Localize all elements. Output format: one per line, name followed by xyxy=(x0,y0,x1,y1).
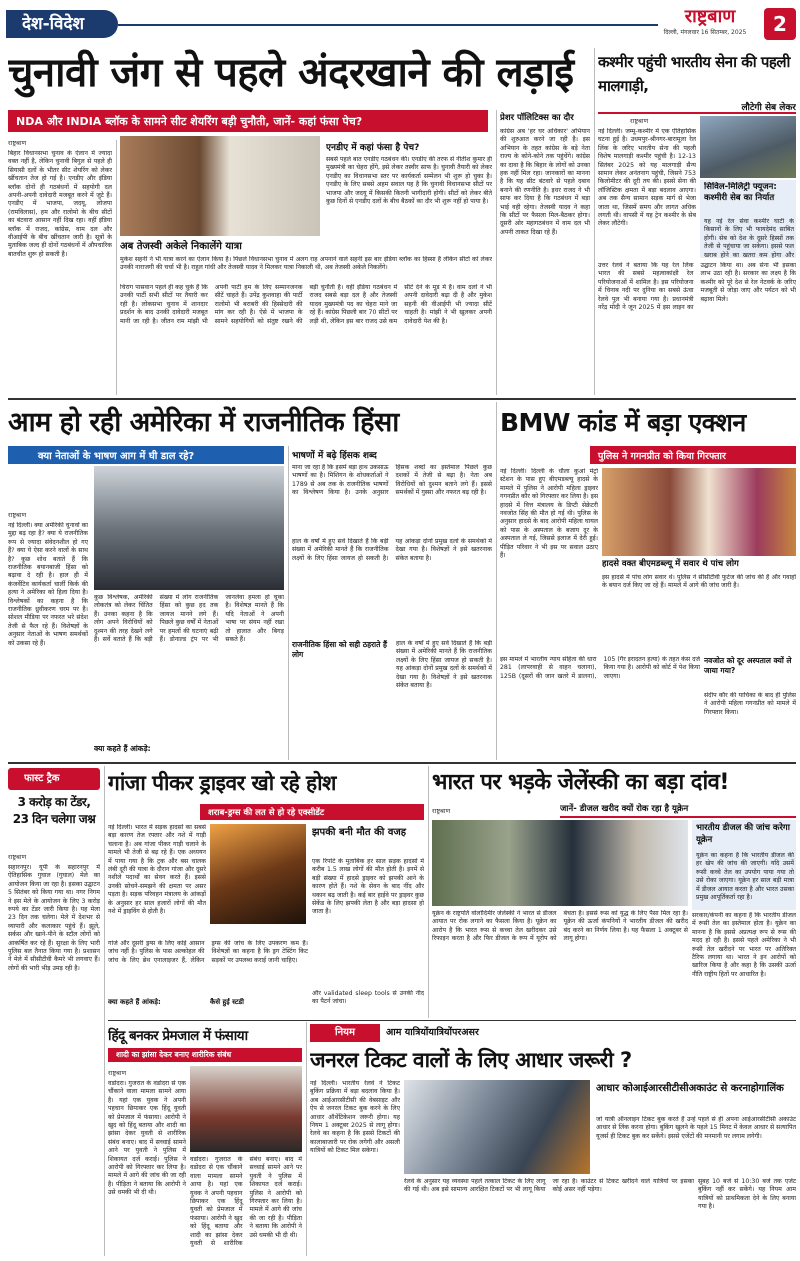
lead-right-rule xyxy=(496,110,497,395)
ganja-box-head: झपकी बनी मौत की वजह xyxy=(312,827,407,838)
zelensky-side-head: भारतीय डीजल की जांच करेगा यूक्रेन xyxy=(696,823,790,845)
aadhaar-text2: रेलवे के अनुसार यह व्यवस्था पहले तत्काल टिकट के लिए लागू की गई थी। अब इसे सामान्य आरक्षित टिकटों पर भी लागू किया जा रहा है। काउंटर से टिकट खरीदने वाले यात्रियों पर इसका कोई असर नहीं पड़ेगा। xyxy=(404,1178,694,1194)
ganja-rule xyxy=(428,766,429,1018)
bmw-sub-head: नवजोत को दूर अस्पताल क्यों ले जाया गया? xyxy=(704,656,792,675)
speech-head: भाषणों में बढ़े हिंसक शब्द xyxy=(292,451,377,461)
kashmir-byline: राष्ट्रबाण xyxy=(630,117,649,125)
zelensky-text: यूक्रेन के राष्ट्रपति वोलोदिमीर जेलेंस्की ने भारत से डीजल आयात पर रोक लगाने का फैसला किया है। यूक्रेन का आरोप है कि भारत रूस से कच्चा तेल खरीदकर उसे रिफाइन करता है और फिर डीजल के रूप में यूरोप को बेचता है। इससे रूस को युद्ध के लिए पैसा मिल रहा है। यूक्रेन की ऊर्जा कंपनियों ने भारतीय डीजल की खरीद बंद करने का निर्णय लिया है। यह फैसला 1 अक्टूबर से लागू होगा। xyxy=(432,910,688,943)
fast-track-head: 3 करोड़ का टेंडर, 23 दिन चलेगा जश्न xyxy=(12,795,96,826)
section-rule-1 xyxy=(8,398,796,400)
america-byline: राष्ट्रबाण xyxy=(8,511,27,519)
ganja-sub-head2: कैसे हुई स्टडी xyxy=(210,998,244,1006)
ganja-text: नई दिल्ली। भारत में सड़क हादसों का सबसे बड़ा कारण तेज रफ्तार और नशे में गाड़ी चलाना है। अब गांजा पीकर गाड़ी चलाने के मामले भी तेजी से बढ़ रहे हैं। एक अध्ययन में पाया गया है कि ट्रक और बस चालक लंबी दूरी की यात्रा के दौरान गांजा और दूसरे नशीले पदार्थों का सेवन करते हैं। इससे उनकी सोचने-समझने की क्षमता पर असर पड़ता है। सड़क परिवहन मंत्रालय के आंकड़ों के अनुसार हर साल हजारों लोगों की मौत नशे में ड्राइविंग से होती है। xyxy=(108,824,206,916)
pressure-head: प्रेशर पॉलिटिक्स का दौर xyxy=(500,113,574,123)
kashmir-train-photo xyxy=(700,116,796,178)
zelensky-text2: सरकार/कंपनी का कहना है कि भारतीय डीजल में रूसी तेल का इस्तेमाल होता है। यूक्रेन का मानना है कि इससे अप्रत्यक्ष रूप से रूस की मदद हो रही है। इससे पहले अमेरिका ने भी रूसी तेल खरीदने पर भारत पर अतिरिक्त टैरिफ लगाया था। भारत ने इन आरोपों को खारिज किया है और कहा है कि उसकी ऊर्जा नीति राष्ट्रीय हितों पर आधारित है। xyxy=(692,912,796,978)
aadhaar-headline: जनरल टिकट वालों के लिए आधार जरूरी ? xyxy=(310,1048,632,1072)
lead-headline: चुनावी जंग से पहले अंदरखाने की लड़ाई xyxy=(8,50,574,96)
bmw-rule xyxy=(496,402,497,760)
kashmir-sub-text: यह नई रेल सेवा कश्मीर घाटी के किसानों के लिए भी फायदेमंद साबित होगी। सेब को देश के दूसरे हिस्सों तक तेजी से पहुंचाया जा सकेगा। इससे फल खराब होने का खतरा कम होगा और xyxy=(704,218,794,258)
section-label: देश-विदेश xyxy=(22,14,85,34)
bmw-subbar: पुलिस ने गगनप्रीत को किया गिरफ्तार xyxy=(590,446,796,464)
fast-track-label: फास्ट ट्रैक xyxy=(24,773,60,784)
kashmir-headline: कश्मीर पहुंची भारतीय सेना की पहली मालगाड़ी, xyxy=(598,53,790,95)
zelensky-byline: राष्ट्रबाण xyxy=(432,807,451,815)
america-rule xyxy=(288,446,289,760)
ganja-box-text: एक रिपोर्ट के मुताबिक हर साल सड़क हादसों में करीब 1.5 लाख लोगों की मौत होती है। इनमें से बड़ी संख्या में हादसे ड्राइवर को झपकी आने के कारण होते हैं। नशे के सेवन के बाद नींद और थकान बढ़ जाती है। कई बार हाईवे पर ड्राइवर कुछ सेकेंड के लिए झपकी लेता है और बड़ा हादसा हो जाता है। xyxy=(312,858,424,916)
bmw-headline: BMW कांड में बड़ा एक्शन xyxy=(500,408,746,437)
masthead-rule xyxy=(118,24,658,26)
lead-col1: बिहार विधानसभा चुनाव के ऐलान में ज्यादा वक्त नहीं है, लेकिन चुनावी बिगुल से पहले ही सियासी दलों के भीतर सीट शेयरिंग को लेकर खींचतान तेज हो गई है। एनडीए और इंडिया ब्लॉक दोनों ही गठबंधनों में सहयोगी दल अपनी-अपनी दावेदारी मजबूत करने में जुटे हैं। एनडीए में भाजपा, जदयू, लोजपा (रामविलास), हम और रालोमो के बीच सीटों का बंटवारा आसान नहीं दिख रहा। वहीं इंडिया ब्लॉक में राजद, कांग्रेस, वाम दल और वीआईपी के बीच खींचतान जारी है। सूत्रों के मुताबिक जल्द ही दोनों गठबंधनों में औपचारिक बातचीत शुरू हो सकती है। xyxy=(8,150,112,258)
violence-head: राजनीतिक हिंसा को सही ठहराते हैं लोग xyxy=(292,640,387,659)
america-headline: आम हो रही अमेरिका में राजनीतिक हिंसा xyxy=(8,407,399,438)
america-subbar: क्या नेताओं के भाषण आग में घी डाल रहे? xyxy=(8,446,284,464)
lead-bottom-text: चिराग पासवान पहले ही कह चुके हैं कि उनकी पार्टी सभी सीटों पर तैयारी कर रही है। लोकसभा चुनाव में शानदार प्रदर्शन के बाद उनकी दावेदारी मजबूत मानी जा रही है। जीतन राम मांझी भी अपनी पार्टी हम के लिए सम्मानजनक सीटें चाहते हैं। उपेंद्र कुशवाहा की पार्टी रालोमो भी बराबरी की हिस्सेदारी की मांग कर रही है। ऐसे में भाजपा के सामने सहयोगियों को संतुष्ट रखने की बड़ी चुनौती है। वहीं इंडिया गठबंधन में राजद सबसे बड़ा दल है और तेजस्वी यादव मुख्यमंत्री पद का चेहरा माने जा रहे हैं। कांग्रेस पिछली बार 70 सीटों पर लड़ी थी, लेकिन इस बार राजद उसे कम सीटें देने के मूड में है। वाम दलों ने भी अपनी दावेदारी बढ़ा दी है और मुकेश सहनी की वीआईपी भी ज्यादा सीटें चाहती है। मांझी ने भी खुलकर अपनी दावेदारी पेश की है। xyxy=(120,284,492,325)
pressure-text: कांग्रेस अब 'हर घर अधिकार' अभियान की शुरुआत करने जा रही है। इस अभियान के तहत कांग्रेस के बड़े नेता राज्य के कोने-कोने तक पहुंचेंगे। कांग्रेस का दावा है कि बिहार के लोगों को उनका हक नहीं मिल रहा। जानकारों का मानना है कि यह सीट बंटवारे से पहले दबाव बनाने की रणनीति है। इधर राजद ने भी साफ कर दिया है कि गठबंधन में बड़ा भाई वही रहेगा। तेजस्वी यादव ने कहा कि सीटों पर फैसला मिल-बैठकर होगा। दूसरी ओर महागठबंधन में वाम दल भी अपनी ताकत दिखा रहे हैं। xyxy=(500,128,590,236)
page-number: 2 xyxy=(773,12,787,36)
zelensky-side-text: यूक्रेन का कहना है कि भारतीय डीजल की हर खेप की जांच की जाएगी। यदि उसमें रूसी कच्चे तेल का उपयोग पाया गया तो उसे रोका जाएगा। यूक्रेन हर साल बड़ी मात्रा में डीजल आयात करता है और भारत उसका प्रमुख आपूर्तिकर्ता रहा है। xyxy=(696,852,794,902)
aadhaar-text: नई दिल्ली। भारतीय रेलवे ने टिकट बुकिंग प्रक्रिया में बड़ा बदलाव किया है। अब आईआरसीटीसी की वेबसाइट और ऐप से जनरल टिकट बुक करने के लिए आधार ऑथेंटिकेशन जरूरी होगा। यह नियम 1 अक्टूबर 2025 से लागू होगा। रेलवे का कहना है कि इससे टिकटों की कालाबाजारी पर रोक लगेगी और असली यात्रियों को टिकट मिल सकेगा। xyxy=(310,1080,400,1155)
section-rule-3 xyxy=(108,1020,796,1021)
hindu-byline: राष्ट्रबाण xyxy=(108,1069,127,1077)
masthead xyxy=(0,0,800,46)
kashmir-text2: उत्तर रेलवे ने बताया कि यह रेल लिंक भारत की सबसे महत्वाकांक्षी रेल परियोजनाओं में शामिल है। इस परियोजना में चिनाब नदी पर दुनिया का सबसे ऊंचा रेलवे पुल भी बनाया गया है। प्रधानमंत्री नरेंद्र मोदी ने जून 2025 में इस लाइन का उद्घाटन किया था। अब सेना भी इसका लाभ उठा रही है। सरकार का लक्ष्य है कि कश्मीर को पूरे देश से रेल नेटवर्क के जरिए मजबूती से जोड़ा जाए और पर्यटन को भी बढ़ावा मिले। xyxy=(598,262,796,312)
ganja-sub-head: क्या कहते हैं आंकड़े: xyxy=(108,998,161,1006)
zelensky-photo xyxy=(432,820,688,906)
niyam-text: आम यात्रियोंयात्रियोंपरअसर xyxy=(386,1027,479,1038)
hindu-rule xyxy=(306,1022,307,1256)
fast-track-text: सहारनपुर। यूपी के सहारनपुर में ऐतिहासिक गुघाल (गुघाल) मेले का आयोजन किया जा रहा है। इसका उद्घाटन 5 सितंबर को किया गया था। नगर निगम ने इस मेले के आयोजन के लिए 3 करोड़ रुपये का टेंडर जारी किया है। यह मेला 23 दिन तक चलेगा। मेले में देशभर से व्यापारी और कलाकार पहुंचे हैं। झूले, सर्कस और खाने-पीने के स्टॉल लोगों को आकर्षित कर रहे हैं। सुरक्षा के लिए भारी पुलिस बल तैनात किया गया है। प्रशासन ने मेले में सीसीटीवी कैमरे भी लगवाए हैं। लोगों की भारी भीड़ उमड़ रही है। xyxy=(8,864,100,972)
hindu-headline: हिंदू बनकर प्रेमजाल में फंसाया xyxy=(108,1028,248,1044)
date-line: दिल्ली, मंगलवार 16 सितम्बर, 2025 xyxy=(663,29,747,36)
bmw-text3: संदीप कौर की याचिका के बाद ही पुलिस ने आरोपी महिला गगनप्रीत को मामले में गिरफ्तार किया। xyxy=(704,692,796,716)
bmw-photo xyxy=(602,468,796,556)
kashmir-text: नई दिल्ली। जम्मू-कश्मीर में एक ऐतिहासिक घटना हुई है। उधमपुर-श्रीनगर-बारामूला रेल लिंक के जरिए भारतीय सेना की पहली विशेष मालगाड़ी कश्मीर पहुंची है। 12-13 सितंबर 2025 को यह मालगाड़ी सैन्य सामान लेकर अनंतनाग पहुंची, जिसने 753 किलोमीटर की दूरी तय की। इससे सेना की लॉजिस्टिक क्षमता में बड़ा बदलाव आएगा। अब तक सैन्य सामान सड़क मार्ग से भेजा जाता था, जिसमें समय और लागत अधिक लगती थी। वापसी में यह ट्रेन कश्मीर के सेब लेकर लौटेगी। xyxy=(598,128,696,228)
speech-text: माना जा रहा है कि इसमें बड़ा हाथ उकसाऊ भाषणों का है। मिशिगन के शोधकर्ताओं ने 1789 से अब तक के राजनीतिक भाषणों का विश्लेषण किया है। उनके अनुसार हिंसक शब्दों का इस्तेमाल पिछले कुछ दशकों में तेजी से बढ़ा है। नेता अब विरोधियों को दुश्मन बताने लगे हैं। इससे समर्थकों में गुस्सा और नफरत बढ़ रही है। xyxy=(292,464,492,497)
lead-photo-caption: अब तेजस्वी अकेले निकालेंगे यात्रा xyxy=(120,241,242,252)
america-text3: हाल के वर्षों में हुए सर्वे दिखाते हैं कि बड़ी संख्या में अमेरिकी मानते हैं कि राजनीतिक लक्ष्यों के लिए हिंसा जायज हो सकती है। यह आंकड़ा दोनों प्रमुख दलों के समर्थकों में देखा गया है। विशेषज्ञों ने इसे खतरनाक संकेत बताया है। xyxy=(292,538,492,562)
america-text3-cont: हाल के वर्षों में हुए सर्वे दिखाते हैं कि बड़ी संख्या में अमेरिकी मानते हैं कि राजनीतिक लक्ष्यों के लिए हिंसा जायज हो सकती है। यह आंकड़ा दोनों प्रमुख दलों के समर्थकों में देखा गया है। विशेषज्ञों ने इसे खतरनाक संकेत बताया है। xyxy=(396,640,492,690)
lead-col-rule xyxy=(116,140,117,395)
hindu-subbar: शादी का झांसा देकर बनाए शारीरिक संबंध xyxy=(108,1048,302,1062)
bmw-text: नई दिल्ली। दिल्ली के धौला कुआं मेट्रो स्टेशन के पास हुए बीएमडब्ल्यू हादसे के मामले में पुलिस ने आरोपी महिला ड्राइवर गगनप्रीत कौर को गिरफ्तार कर लिया है। इस हादसे में वित्त मंत्रालय के डिप्टी सेक्रेटरी नवजोत सिंह की मौत हो गई थी। पुलिस के अनुसार हादसे के बाद आरोपी महिला घायल को पास के अस्पताल के बजाय दूर के अस्पताल ले गई, जिससे इलाज में देरी हुई। पीड़ित परिवार ने भी इस पर सवाल उठाए हैं। xyxy=(500,468,598,560)
zelensky-subbar: जानें- डीजल खरीद क्यों रोक रहा है यूक्रेन xyxy=(560,802,796,818)
ganja-photo xyxy=(210,824,306,924)
america-sub-head: क्या कहते हैं आंकड़े: xyxy=(94,744,151,753)
bmw-text2: इस मामले में भारतीय न्याय संहिता की धारा 281 (लापरवाही से वाहन चलाना), 125B (दूसरों की जान खतरे में डालना), 105 (गैर इरादतन हत्या) के तहत केस दर्ज किया गया है। आरोपी को कोर्ट में पेश किया जाएगा। xyxy=(500,656,700,680)
ganja-text2: गांजे और दूसरी ड्रग्स के लिए कोई आसान जांच नहीं है। पुलिस के पास अल्कोहल की जांच के लिए ब्रेथ एनालाइजर हैं, लेकिन ड्रग्स की जांच के लिए उपकरण कम हैं। विशेषज्ञों का कहना है कि ड्रग टेस्टिंग किट सड़कों पर उपलब्ध कराई जानी चाहिए। xyxy=(108,940,308,964)
niyam-label: नियम xyxy=(335,1027,355,1038)
america-riot-photo xyxy=(94,466,284,590)
hindu-illustration xyxy=(190,1066,302,1152)
kashmir-sub: लौटेगी सेब लेकर xyxy=(741,103,796,113)
america-text: नई दिल्ली। क्या अमेरिकी चुनावों का मुद्दा बढ़ रहा है? क्या ये राजनीतिक रूप से ज्यादा संवेदनशील हो गए हैं? क्या ये ऐसा करने वालों के साथ है? कुछ शोध बताते हैं कि राजनीतिक बयानबाजी हिंसा को बढ़ावा दे रही है। हाल ही में कंजर्वेटिव कार्यकर्ता चार्ली किर्क की हत्या ने अमेरिका को हिला दिया है। विश्लेषकों का कहना है कि राजनीतिक ध्रुवीकरण चरम पर है। सोशल मीडिया पर नफरत भरे संदेश तेजी से फैल रहे हैं। विशेषज्ञों के अनुसार नेताओं के भाषण समर्थकों को उकसा रहे हैं। xyxy=(8,522,88,647)
nda-box-text: सबसे पहले बात एनडीए गठबंधन की। एनडीए की तरफ से नीतीश कुमार ही मुख्यमंत्री का चेहरा होंगे, इसे लेकर तस्वीर साफ है। चुनावी तैयारी को लेकर एनडीए का विधानसभा स्तर पर कार्यकर्ता सम्मेलन भी शुरू हो चुका है। एनडीए के लिए सबसे अहम सवाल यह है कि चुनावी विधानसभा सीटों पर भाजपा और जदयू में किसकी कितनी भागीदारी होगी। सीटों को लेकर बीते कुछ दिनों से एनडीए दलों के बीच बैठकों का दौर भी शुरू नहीं हो पाया है। xyxy=(326,156,492,206)
section-rule-2 xyxy=(8,762,796,764)
kashmir-sub-head: सिविल-मिलिट्री फ्यूजन: कश्मीरी सेब का निर्यात xyxy=(704,182,777,203)
fast-track-rule xyxy=(104,766,105,1256)
ganja-footnote: और validated sleep tools से उनकी नींद का पैटर्न जांचा। xyxy=(312,990,424,1006)
aadhaar-train-photo xyxy=(404,1080,590,1174)
kashmir-rule xyxy=(594,48,595,395)
aadhaar-side-text: जो यात्री ऑनलाइन टिकट बुक करते हैं उन्हें पहले से ही अपना आईआरसीटीसी अकाउंट आधार से लिंक करना होगा। बुकिंग खुलने के पहले 15 मिनट में केवल आधार से सत्यापित यूजर्स ही टिकट बुक कर सकेंगे। इससे एजेंटों की मनमानी पर लगाम लगेगी। xyxy=(596,1116,796,1140)
bmw-caption-text: इस हादसे में पांच लोग सवार थे। पुलिस ने सीसीटीवी फुटेज की जांच की है और गवाहों के बयान दर्ज किए जा रहे हैं। मामले में आगे की जांच जारी है। xyxy=(602,574,796,590)
lead-photo-tejashwi-nitish xyxy=(120,136,320,236)
zelensky-headline: भारत पर भड़के जेलेंस्की का बड़ा दांव! xyxy=(432,770,729,795)
paper-logo: राष्ट्रबाण xyxy=(684,6,736,27)
aadhaar-sub-head: आधार कोआईआरसीटीसीअकाउंट से करनाहोगालिंक xyxy=(596,1083,784,1094)
aadhaar-text3: सुबह 10 बजे से 10:30 बजे तक एजेंट बुकिंग नहीं कर सकेंगे। यह नियम आम यात्रियों को प्राथमिकता देने के लिए बनाया गया है। xyxy=(698,1178,796,1211)
ganja-subbar: शराब-ड्रग्स की लत से हो रहे एक्सीडेंट xyxy=(200,804,424,820)
america-text2: कुछ विश्लेषक, अमेरिकी लोकतंत्र को लेकर चिंतित हैं। उनका कहना है कि लोग अपने विरोधियों को दुश्मन की तरह देखने लगे हैं। सर्वे बताते हैं कि बड़ी संख्या में लोग राजनीतिक हिंसा को कुछ हद तक जायज मानने लगे हैं। पिछले कुछ वर्षों में नेताओं पर हमलों की घटनाएं बढ़ी हैं। डोनाल्ड ट्रंप पर भी जानलेवा हमला हो चुका है। विशेषज्ञ मानते हैं कि यदि नेताओं ने अपनी भाषा पर संयम नहीं रखा तो हालात और बिगड़ सकते हैं। xyxy=(94,594,284,644)
hindu-text-col2: वडोदरा। गुजरात के वडोदरा से एक चौंकाने वाला मामला सामने आया है। यहां एक युवक ने अपनी पहचान छिपाकर एक हिंदू युवती को प्रेमजाल में फंसाया। आरोपी ने खुद को हिंदू बताया और शादी का झांसा देकर युवती से शारीरिक संबंध बनाए। बाद में सच्चाई सामने आने पर युवती ने पुलिस में शिकायत दर्ज कराई। पुलिस ने आरोपी को गिरफ्तार कर लिया है। मामले में आगे की जांच की जा रही है। पीड़िता ने बताया कि आरोपी ने उसे धमकी भी दी थी। xyxy=(190,1156,302,1248)
lead-subbar: NDA और INDIA ब्लॉक के सामने सीट शेयरिंग बड़ी चुनौती, जानें- कहां फंसा पेच? xyxy=(8,110,488,132)
bmw-photo-caption: हादसे वक्त बीएमडब्ल्यू में सवार थे पांच लोग xyxy=(602,559,739,569)
hindu-text-col1: वडोदरा। गुजरात के वडोदरा से एक चौंकाने वाला मामला सामने आया है। यहां एक युवक ने अपनी पहचान छिपाकर एक हिंदू युवती को प्रेमजाल में फंसाया। आरोपी ने खुद को हिंदू बताया और शादी का झांसा देकर युवती से शारीरिक संबंध बनाए। बाद में सच्चाई सामने आने पर युवती ने पुलिस में शिकायत दर्ज कराई। पुलिस ने आरोपी को गिरफ्तार कर लिया है। मामले में आगे की जांच की जा रही है। पीड़िता ने बताया कि आरोपी ने उसे धमकी भी दी थी। xyxy=(108,1080,186,1197)
lead-byline: राष्ट्रबाण xyxy=(8,139,27,147)
lead-photo-caption-text: मुकेश सहनी ने भी यात्रा करने का ऐलान किया है। पिछले विधानसभा चुनाव में अलग राह अपनाने वाले सहनी इस बार इंडिया ब्लॉक का हिस्सा हैं लेकिन सीटों को लेकर उनकी नाराजगी की चर्चा भी है। राहुल गांधी और तेजस्वी यादव ने मिलकर यात्रा निकाली थी, अब तेजस्वी अकेले निकलेंगे। xyxy=(120,256,492,272)
nda-box-head: एनडीए में कहां फंसा है पेच? xyxy=(326,143,420,153)
fast-track-byline: राष्ट्रबाण xyxy=(8,853,27,861)
ganja-headline: गांजा पीकर ड्राइवर खो रहे होश xyxy=(108,771,336,795)
